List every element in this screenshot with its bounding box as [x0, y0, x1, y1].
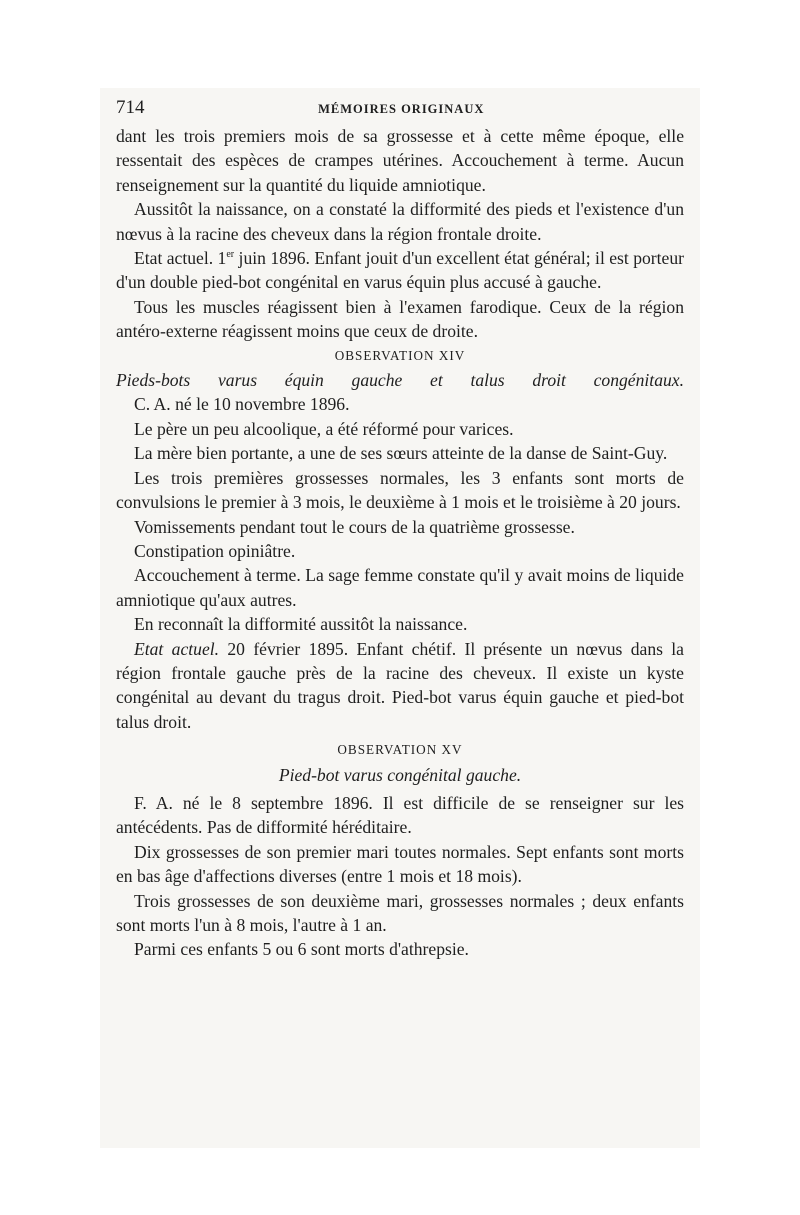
paragraph-text: 20 février 1895. Enfant chétif. Il présente un nœvus dans la région frontale gauche près de la racine des cheveux. Il existe un kyste congénital au devant du tragus droit. Pied-bot varus équin gauche et pied-bot talus droit.: [116, 638, 684, 732]
paragraph: [116, 246, 684, 295]
paragraph: Tous les muscles réagissent bien à l'examen farodique. Ceux de la région antéro-externe réagissent moins que ceux de droite.: [116, 296, 684, 342]
paragraph: En reconnaît la difformité aussitôt la naissance.: [134, 614, 468, 635]
running-title: MÉMOIRES ORIGINAUX: [318, 102, 485, 116]
paragraph-text: juin 1896. Enfant jouit d'un excellent état général; il est porteur d'un double pied-bot congénital en varus équin plus accusé à gauche.: [116, 248, 684, 293]
observation-heading: OBSERVATION XV: [337, 742, 463, 758]
observation-title: Pieds-bots varus équin gauche et talus droit congénitaux.: [116, 370, 684, 391]
paragraph: La mère bien portante, a une de ses sœurs atteinte de la danse de Saint-Guy.: [134, 443, 668, 464]
paragraph: Trois grossesses de son deuxième mari, grossesses normales ; deux enfants sont morts l'un à 8 mois, l'autre à 1 an.: [116, 890, 684, 935]
paragraph: [116, 637, 684, 735]
paragraph-text: Etat actuel. 1: [134, 248, 227, 269]
page-text-block: [116, 96, 684, 962]
paragraph: F. A. né le 8 septembre 1896. Il est difficile de se renseigner sur les antécédents. Pas de difformité héréditaire.: [116, 792, 684, 838]
observation-title: Pied-bot varus congénital gauche.: [278, 764, 522, 785]
paragraph: Dix grossesses de son premier mari toutes normales. Sept enfants sont morts en bas âge d'affections diverses (entre 1 mois et 18 mois).: [116, 841, 684, 887]
paragraph: Constipation opiniâtre.: [134, 540, 296, 561]
paragraph: dant les trois premiers mois de sa grossesse et à cette même époque, elle ressentait des espèces de crampes utérines. Accouchement à terme. Aucun renseignement sur la quantité du liquide amniotique.: [116, 126, 684, 195]
page-header: [116, 96, 684, 124]
paragraph: Les trois premières grossesses normales, les 3 enfants sont morts de convulsions le premier à 3 mois, le deuxième à 1 mois et le troisième à 20 jours.: [116, 467, 684, 513]
paragraph: C. A. né le 10 novembre 1896.: [134, 394, 350, 415]
paragraph: Aussitôt la naissance, on a constaté la difformité des pieds et l'existence d'un nœvus à la racine des cheveux dans la région frontale droite.: [116, 199, 684, 244]
paragraph: Le père un peu alcoolique, a été réformé pour varices.: [134, 418, 514, 439]
italic-label: Etat actuel.: [134, 638, 220, 659]
superscript: er: [226, 249, 235, 261]
observation-heading: OBSERVATION XIV: [334, 347, 466, 363]
paragraph: Accouchement à terme. La sage femme constate qu'il y avait moins de liquide amniotique qu'aux autres.: [116, 565, 684, 610]
paragraph: Parmi ces enfants 5 ou 6 sont morts d'athrepsie.: [134, 939, 469, 960]
page-number: 714: [116, 97, 145, 118]
paragraph: Vomissements pendant tout le cours de la quatrième grossesse.: [134, 516, 575, 537]
